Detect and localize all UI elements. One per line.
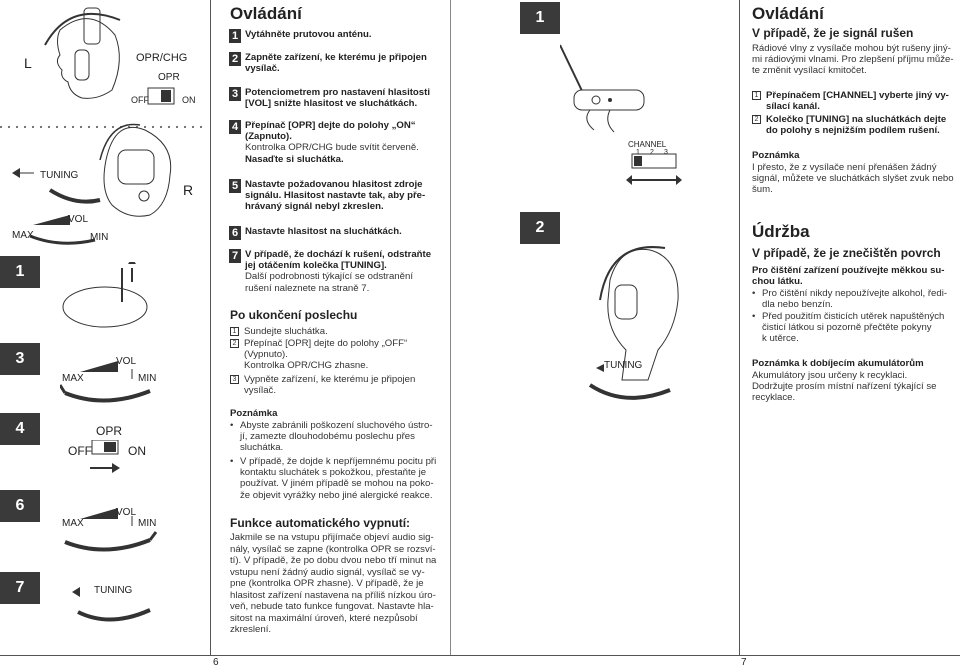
vol-label-3: VOL <box>116 356 137 367</box>
interference-title: V případě, že je signál rušen <box>752 26 914 40</box>
auto-off-title: Funkce automatického vypnutí: <box>230 516 411 530</box>
min-label-3: MIN <box>138 373 157 384</box>
max-label: MAX <box>12 230 34 241</box>
step-3: 3 Potenciometrem pro nastavení hlasitosti [VOL] snižte hlasitost ve sluchátkách. <box>229 87 430 109</box>
after-step-3: 3 Vypněte zařízení, ke kterému je připojen vysílač. <box>230 374 415 396</box>
tuning-label-right: TUNING <box>604 360 643 371</box>
off-label: OFF <box>131 95 149 105</box>
step-7: 7 V případě, že dochází k rušení, odstraňte jej otáčením kolečka [TUNING]. Další podrobnosti týkající se odstranění rušení naleznete na straně 7. <box>229 249 431 294</box>
note-title: Poznámka <box>230 408 278 419</box>
tuning-label-7: TUNING <box>94 585 133 596</box>
column-divider-right <box>739 0 740 655</box>
transmitter-channel-illustration <box>560 40 720 200</box>
note-item-1: • Abyste zabránili poškození sluchového ústro- jí, zamezte dlouhodobému poslechu přes sluchátka. <box>230 420 433 454</box>
page-number-6: 6 <box>213 657 219 668</box>
max-label-3: MAX <box>62 373 84 384</box>
step-number: 4 <box>229 120 241 134</box>
battery-note-title: Poznámka k dobíjecím akumulátorům <box>752 358 924 369</box>
page-number-7: 7 <box>741 657 747 668</box>
channel-label: CHANNEL <box>628 140 667 149</box>
headphones-illustration-top <box>0 0 208 250</box>
left-label: L <box>24 55 32 71</box>
channel-step-1: 1 Přepínačem [CHANNEL] vyberte jiný vy- sílací kanál. <box>752 90 949 112</box>
step-6: 6 Nastavte hlasitost na sluchátkách. <box>229 226 402 240</box>
step-number: 5 <box>229 179 241 193</box>
after-step-2: 2 Přepínač [OPR] dejte do polohy „OFF“ (Vypnuto). Kontrolka OPR/CHG zhasne. <box>230 338 407 372</box>
step-number: 7 <box>229 249 241 263</box>
opr-label-4: OPR <box>96 424 123 438</box>
channel-step-2: 2 Kolečko [TUNING] na sluchátkách dejte do polohy s nejnižším podílem rušení. <box>752 114 946 136</box>
off-label-4: OFF <box>68 444 92 458</box>
footer-rule <box>0 655 960 656</box>
min-label-6: MIN <box>138 518 157 529</box>
cleaning-bullet-1: • Pro čištění nikdy nepoužívejte alkohol, ředi- dla nebo benzín. <box>752 288 947 310</box>
page-7-title: Ovládání <box>752 4 824 23</box>
figure-tab-6: 6 <box>0 490 40 522</box>
transmitter-antenna-illustration <box>60 262 170 334</box>
battery-note-text: Akumulátory jsou určeny k recyklaci. Dodržujte prosím místní nařízení týkající se recyklace. <box>752 370 937 404</box>
vol-label: VOL <box>68 214 89 225</box>
step-2: 2 Zapněte zařízení, ke kterému je připojen vysílač. <box>229 52 427 74</box>
channel-2: 2 <box>650 149 654 156</box>
min-label: MIN <box>90 232 109 243</box>
right-label: R <box>183 182 194 198</box>
after-step-1: 1 Sundejte sluchátka. <box>230 326 328 337</box>
step-4: 4 Přepínač [OPR] dejte do polohy „ON“ (Zapnuto). Kontrolka OPR/CHG bude svítit červeně. Nasaďte si sluchátka. <box>229 120 419 165</box>
figure-tab-1-right: 1 <box>520 2 560 34</box>
step-number: 2 <box>229 52 241 66</box>
figure-tab-4: 4 <box>0 413 40 445</box>
opr-label: OPR <box>158 72 180 83</box>
headphones-tuning-illustration <box>570 240 730 410</box>
vol-label-6: VOL <box>116 507 137 518</box>
interference-text: Rádiové vlny z vysílače mohou být rušeny jiný- mi rádiovými vlnami. Pro zlepšení příjmu může- te změnit vysílací kmitočet. <box>752 43 954 77</box>
auto-off-text: Jakmile se na vstupu přijímače objeví audio sig- nály, vysílač se zapne (kontrolka OPR se rozsví- tí). V případě, že po dobu dvou nebo tří minut na vstupu není žádný audio signál, vysílač se vy- pne (kontrolka OPR zhasne). V případě, že je hlasitost zařízení nastavena na příliš nízkou úro- veň, nebude tato funkce fungovat. Nastavte hla- sitost na maximální úroveň, které nezpůsobí zkreslení. <box>230 532 437 635</box>
after-listening-title: Po ukončení poslechu <box>230 308 358 322</box>
step-number: 3 <box>229 87 241 101</box>
figure-tab-3: 3 <box>0 343 40 375</box>
on-label: ON <box>182 95 196 105</box>
step-5: 5 Nastavte požadovanou hlasitost zdroje signálu. Hlasitost nastavte tak, aby pře- hrávaný signál nebyl zkreslen. <box>229 179 425 213</box>
opr-switch-illustration <box>88 440 138 484</box>
figure-tab-7: 7 <box>0 572 40 604</box>
opr-chg-label: OPR/CHG <box>136 52 188 64</box>
cleaning-bullet-2: • Před použitím čisticích utěrek napuštěných čisticí látkou si pozorně přečtěte pokyny k utěrce. <box>752 311 944 345</box>
maintenance-title: Údržba <box>752 222 810 241</box>
page-7-note-title: Poznámka <box>752 150 800 161</box>
vol-dial-illustration-6 <box>60 502 170 557</box>
column-divider-left <box>210 0 211 655</box>
figure-tab-2-right: 2 <box>520 212 560 244</box>
on-label-4: ON <box>128 444 146 458</box>
channel-1: 1 <box>636 149 640 156</box>
max-label-6: MAX <box>62 518 84 529</box>
note-item-2: • V případě, že dojde k nepříjemnému pocitu při kontaktu sluchátek s pokožkou, přestaňte je používat. V jiném případě se mohou na poko- že objevit vyrážky nebo jiné alergické reakce. <box>230 456 436 501</box>
step-number: 6 <box>229 226 241 240</box>
cleaning-instruction: Pro čištění zařízení používejte měkkou su- chou látku. <box>752 265 945 288</box>
step-1: 1 Vytáhněte prutovou anténu. <box>229 29 372 43</box>
step-number: 1 <box>229 29 241 43</box>
tuning-label: TUNING <box>40 170 79 181</box>
dirty-surface-title: V případě, že je znečištěn povrch <box>752 246 941 260</box>
figure-tab-1: 1 <box>0 256 40 288</box>
channel-3: 3 <box>664 149 668 156</box>
page-gutter <box>450 0 451 655</box>
page-7-note-text: I přesto, že z vysílače není přenášen žádný signál, můžete ve sluchátkách slyšet zvuk nebo šum. <box>752 162 954 196</box>
page-6-title: Ovládání <box>230 4 302 23</box>
